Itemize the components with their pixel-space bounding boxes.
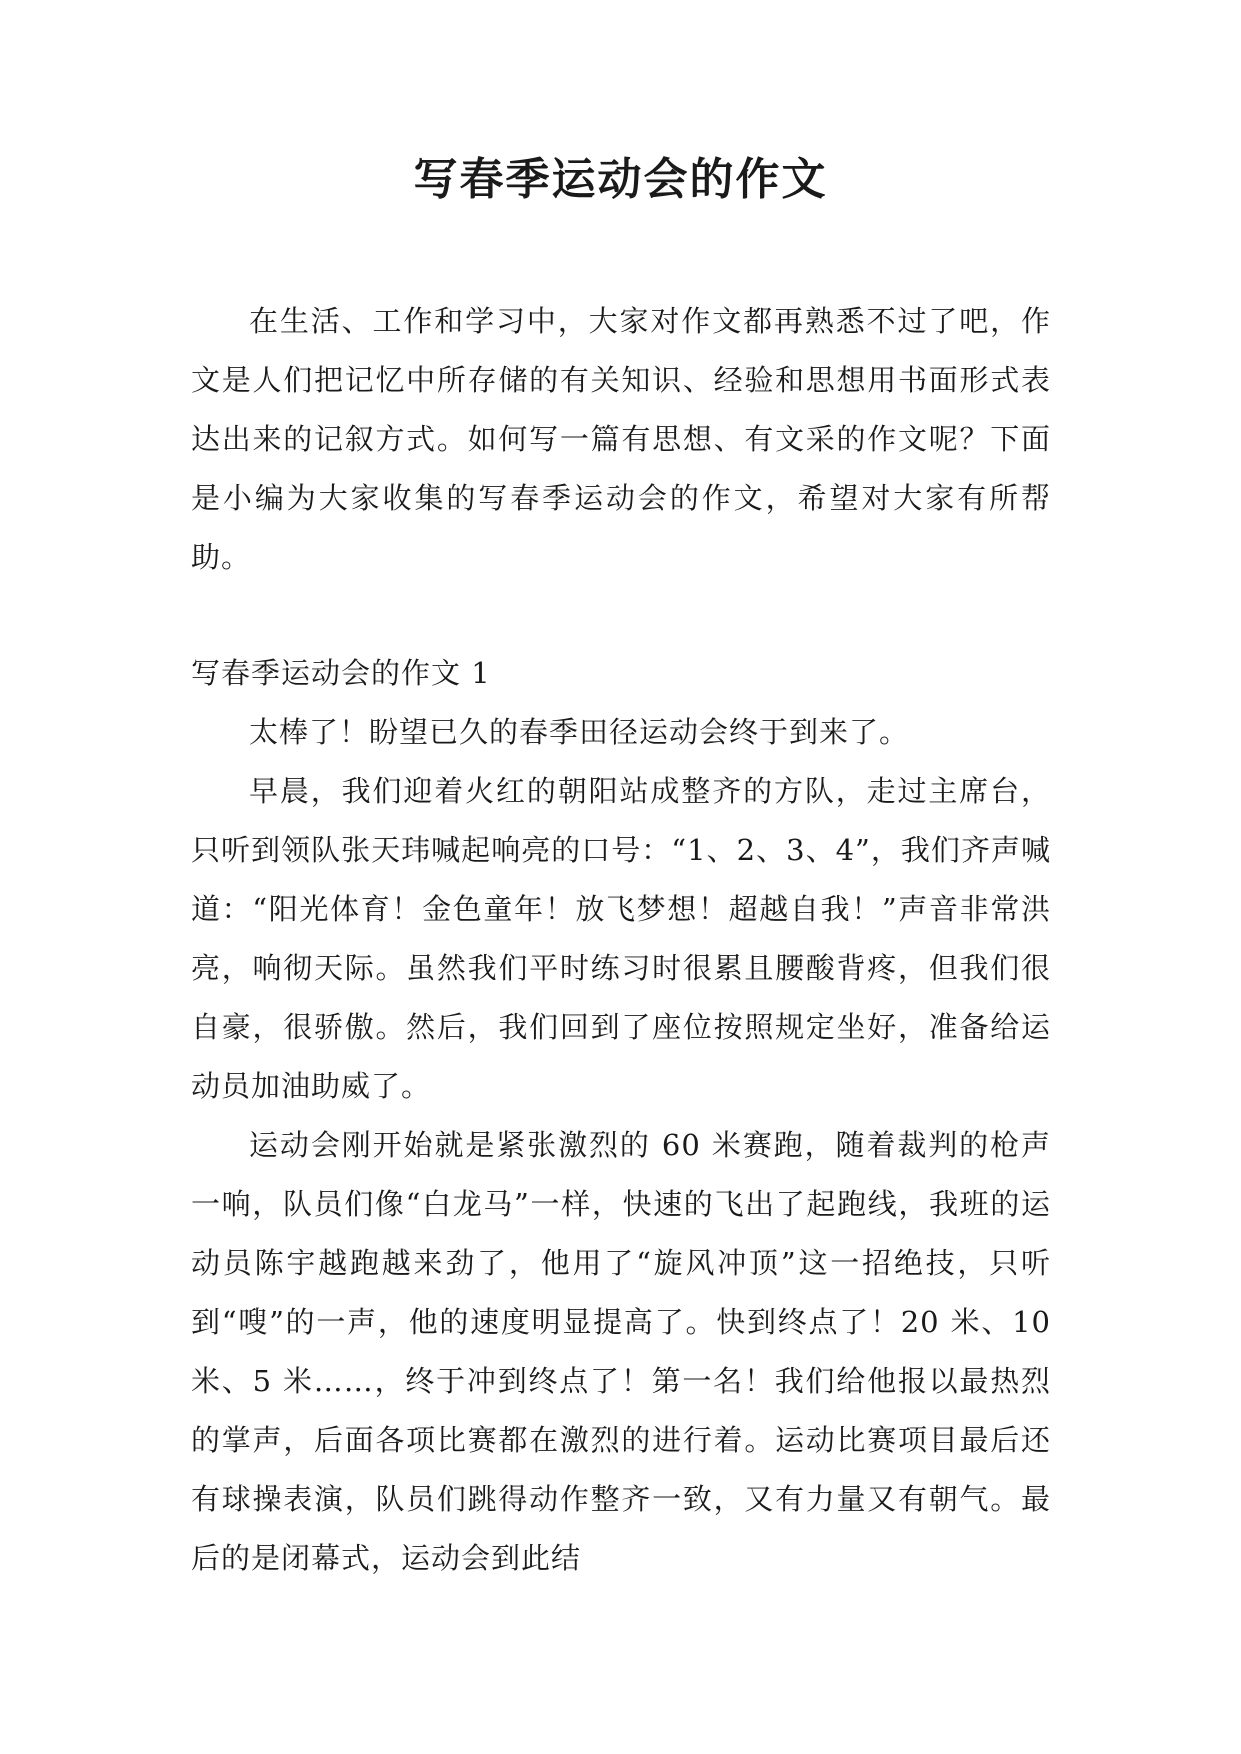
section-heading: 写春季运动会的作文 1 [191,656,491,690]
intro-paragraph: 在生活、工作和学习中，大家对作文都再熟悉不过了吧，作文是人们把记忆中所存储的有关知识、经验和思想用书面形式表达出来的记叙方式。如何写一篇有思想、有文采的作文呢？下面是小编为大家收集的写春季运动会的作文，希望对大家有所帮助。 [191,304,1051,574]
body-paragraph: 运动会刚开始就是紧张激烈的 60 米赛跑，随着裁判的枪声一响，队员们像“白龙马”一样，快速的飞出了起跑线，我班的运动员陈宇越跑越来劲了，他用了“旋风冲顶”这一招绝技，只听到“嗖”的一声，他的速度明显提高了。快到终点了！20 米、10 米、5 米……，终于冲到终点了！第一名！我们给他报以最热烈的掌声，后面各项比赛都在激烈的进行着。运动比赛项目最后还有球操表演，队员们跳得动作整齐一致，又有力量又有朝气。最后的是闭幕式，运动会到此结 [191,1128,1051,1575]
document-body [191,292,1051,1588]
body-paragraph: 早晨，我们迎着火红的朝阳站成整齐的方队，走过主席台，只听到领队张天玮喊起响亮的口号：“1、2、3、4”，我们齐声喊道：“阳光体育！金色童年！放飞梦想！超越自我！”声音非常洪亮，响彻天际。虽然我们平时练习时很累且腰酸背疼，但我们很自豪，很骄傲。然后，我们回到了座位按照规定坐好，准备给运动员加油助威了。 [191,774,1051,1103]
body-paragraph: 太棒了！盼望已久的春季田径运动会终于到来了。 [249,715,910,749]
document-title: 写春季运动会的作文 [413,154,828,205]
